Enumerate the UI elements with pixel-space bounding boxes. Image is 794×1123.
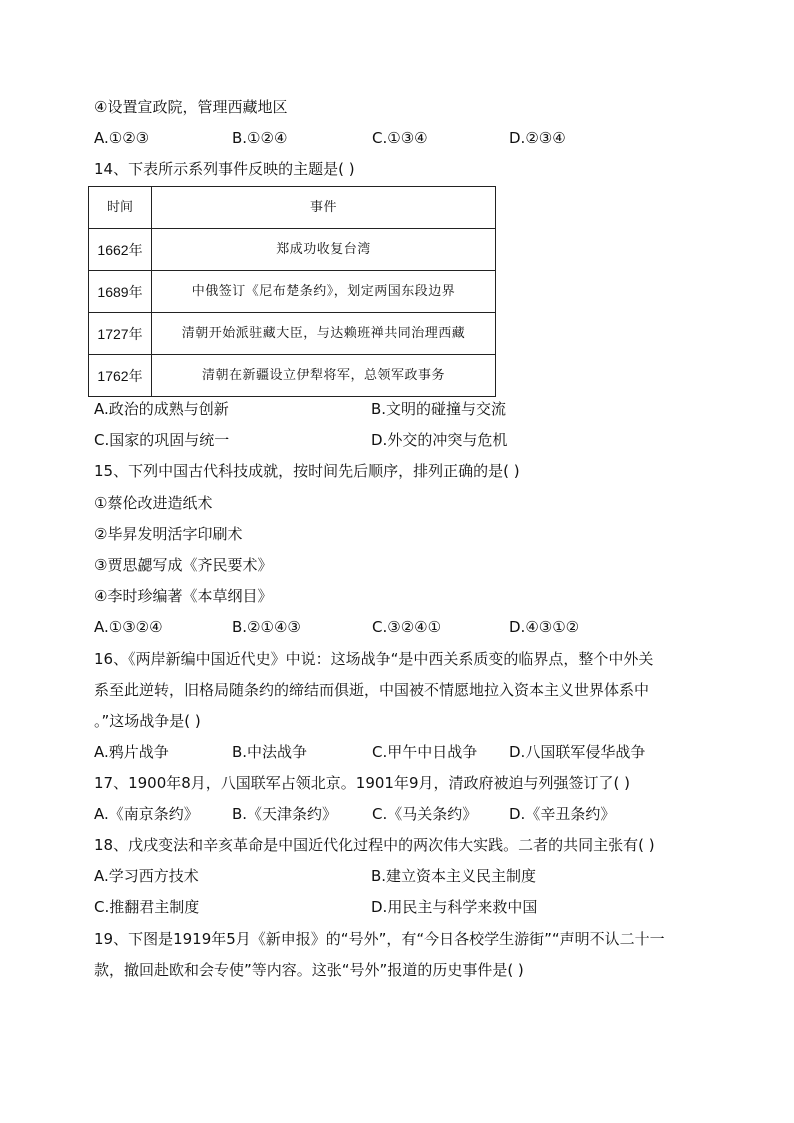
q17-option-a[interactable]: A.《南京条约》 — [94, 805, 199, 823]
q14-events-table — [88, 186, 496, 397]
q13-option-b[interactable]: B.①②④ — [232, 129, 288, 147]
q15-option-a[interactable]: A.①③②④ — [94, 618, 163, 636]
q14-option-a[interactable]: A.政治的成熟与创新 — [94, 400, 229, 418]
q14-options-row-2 — [94, 430, 714, 450]
q13-option-c[interactable]: C.①③④ — [372, 129, 428, 147]
q15-option-d[interactable]: D.④③①② — [509, 618, 580, 636]
q19-stem-line-1: 19、下图是1919年5月《新申报》的“号外”，有“今日各校学生游街”“声明不认二十一 — [94, 930, 665, 948]
table-header-row — [89, 187, 496, 229]
q15-item-2: ②毕昇发明活字印刷术 — [94, 525, 243, 543]
q17-option-c[interactable]: C.《马关条约》 — [372, 805, 478, 823]
q19-stem-line-2: 款，撤回赴欧和会专使”等内容。这张“号外”报道的历史事件是( ) — [94, 961, 524, 979]
q14-option-b[interactable]: B.文明的碰撞与交流 — [371, 400, 507, 418]
table-cell-year: 1727年 — [89, 313, 152, 355]
q18-stem: 18、戊戌变法和辛亥革命是中国近代化过程中的两次伟大实践。二者的共同主张有( ) — [94, 836, 655, 854]
q16-option-d[interactable]: D.八国联军侵华战争 — [509, 743, 646, 761]
q15-item-1: ①蔡伦改进造纸术 — [94, 494, 213, 512]
q16-stem-line-1: 16、《两岸新编中国近代史》中说：这场战争“是中西关系质变的临界点，整个中外关 — [94, 650, 654, 668]
q16-option-b[interactable]: B.中法战争 — [232, 743, 308, 761]
table-header-time: 时间 — [89, 187, 152, 229]
q13-option-d[interactable]: D.②③④ — [509, 129, 566, 147]
table-cell-year: 1662年 — [89, 229, 152, 271]
q15-option-b[interactable]: B.②①④③ — [232, 618, 301, 636]
table-header-event: 事件 — [152, 187, 496, 229]
table-row — [89, 271, 496, 313]
q16-options — [94, 742, 714, 762]
q15-stem: 15、下列中国古代科技成就，按时间先后顺序，排列正确的是( ) — [94, 462, 520, 480]
q15-options — [94, 617, 714, 637]
q14-option-d[interactable]: D.外交的冲突与危机 — [371, 431, 508, 449]
q18-options-row-1 — [94, 866, 714, 886]
q16-stem-line-2: 系至此逆转，旧格局随条约的缔结而俱逝，中国被不情愿地拉入资本主义世界体系中 — [94, 681, 650, 699]
q14-options-row-1 — [94, 399, 714, 419]
q13-options — [94, 128, 714, 148]
q14-option-c[interactable]: C.国家的巩固与统一 — [94, 431, 230, 449]
q15-option-c[interactable]: C.③②④① — [372, 618, 442, 636]
table-cell-event: 郑成功收复台湾 — [152, 229, 496, 271]
table-cell-event: 清朝开始派驻藏大臣，与达赖班禅共同治理西藏 — [152, 313, 496, 355]
q18-option-d[interactable]: D.用民主与科学来救中国 — [371, 898, 538, 916]
q18-option-a[interactable]: A.学习西方技术 — [94, 867, 199, 885]
q15-item-4: ④李时珍编著《本草纲目》 — [94, 587, 273, 605]
q14-stem: 14、下表所示系列事件反映的主题是( ) — [94, 160, 355, 178]
table-row — [89, 313, 496, 355]
table-cell-year: 1689年 — [89, 271, 152, 313]
table-cell-year: 1762年 — [89, 355, 152, 397]
q17-stem: 17、1900年8月，八国联军占领北京。1901年9月，清政府被迫与列强签订了( ) — [94, 774, 630, 792]
q16-stem-line-3: 。”这场战争是( ) — [94, 712, 201, 730]
q18-options-row-2 — [94, 897, 714, 917]
q17-option-d[interactable]: D.《辛丑条约》 — [509, 805, 616, 823]
q18-option-b[interactable]: B.建立资本主义民主制度 — [371, 867, 537, 885]
q13-option-a[interactable]: A.①②③ — [94, 129, 150, 147]
table-cell-event: 中俄签订《尼布楚条约》，划定两国东段边界 — [152, 271, 496, 313]
table-cell-event: 清朝在新疆设立伊犁将军，总领军政事务 — [152, 355, 496, 397]
q17-option-b[interactable]: B.《天津条约》 — [232, 805, 338, 823]
q15-item-3: ③贾思勰写成《齐民要术》 — [94, 556, 273, 574]
q18-option-c[interactable]: C.推翻君主制度 — [94, 898, 200, 916]
q17-options — [94, 804, 714, 824]
table-row — [89, 355, 496, 397]
table-row — [89, 229, 496, 271]
q16-option-a[interactable]: A.鸦片战争 — [94, 743, 169, 761]
q13-item-4: ④设置宣政院，管理西藏地区 — [94, 98, 288, 116]
q16-option-c[interactable]: C.甲午中日战争 — [372, 743, 478, 761]
